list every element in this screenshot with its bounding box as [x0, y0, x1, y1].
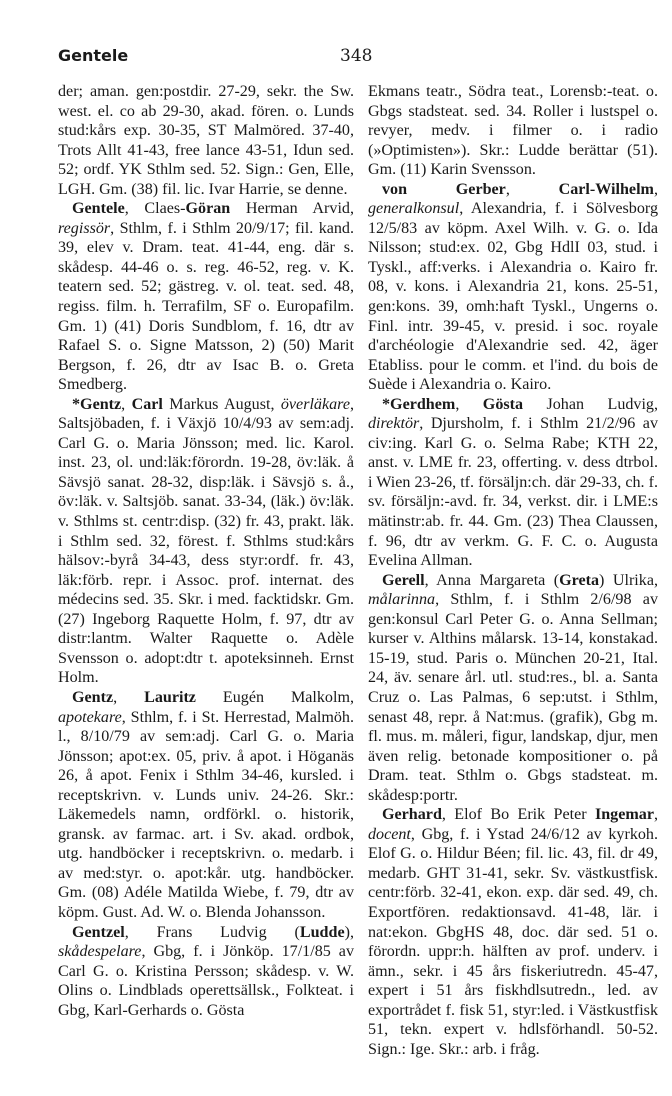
entry-profession: apotekare — [58, 708, 122, 726]
entry-call-name: Carl — [131, 395, 163, 413]
page-number: 348 — [340, 46, 373, 66]
entry-given-names: Eugén Malkolm, — [195, 688, 354, 706]
entry-text: , Gbg, f. i Jönköp. 17/1/85 av Carl G. o. Kristina Persson; skådesp. v. W. Olins o. Lindblads operettsällsk., Folkteat. i Gbg, Karl-Gerhards o. Gösta — [58, 943, 354, 1019]
entry-call-name: Göran — [185, 200, 231, 218]
entry-call-name: Lauritz — [144, 688, 196, 706]
entry-given-names: Markus August, — [162, 395, 281, 413]
entry-text: , Sthlm, f. i St. Herrestad, Malmöh. l., 8/10/79 av sem:adj. Carl G. o. Maria Jönsson; apot:ex. 05, priv. å apot. i Höganäs 26, å apot. Fenix i Sthlm 34-46, kursled. i receptskrivn. v. Lunds univ. 24-26. Skr.: Läkemedels namn, ordförkl. o. historik, gransk. av farmac. art. i Sv. akad. ordbok, utg. handböcker i receptskrivn. o. medarb. i av med:styr. o. apot:kår. utg. handböcker. Gm. (08) Adéle Matilda Wiebe, f. 79, dtr av köpm. Gust. Ad. W. o. Blenda Johansson. — [58, 708, 354, 921]
entry-given-names: Herman Arvid, — [230, 200, 354, 218]
entry-text: Ekmans teatr., Södra teat., Lorensb:-teat. o. Gbgs stadsteat. sed. 34. Roller i lustspel o. revyer, medv. i filmer o. i radio (»Optimisten»). Skr.: Ludde berättar (51). Gm. (11) Karin Svensson. — [368, 83, 658, 179]
entry-call-name: Carl-Wilhelm — [558, 180, 654, 198]
entry-text: der; aman. gen:postdir. 27-29, sekr. the Sw. west. el. co ab 29-30, akad. fören. o. Lunds stud:kårs exp. 30-35, ST Malmöred. 37-40, Trots Allt 41-43, free lance 43-51, Idun sed. 52; ordf. YK Sthlm sed. 52. Sign.: Gen, Elle, LGH. Gm. (38) fil. lic. Ivar Harrie, se denne. — [58, 83, 354, 198]
entry-gerell-greta — [368, 571, 658, 806]
entry-call-name: Gösta — [482, 395, 524, 413]
entry-gentele-claes-goran — [58, 199, 354, 394]
entry-text: , Sthlm, f. i Sthlm 2/6/98 av gen:konsul Carl Peter G. o. Anna Sellman; kurser v. Althins målarsk. 13-14, konstakad. 15-19, stud. Paris o. München 20-21, Ital. 24, äv. senare årl. utl. stud:res., bl. a. Santa Cruz o. Las Palmas, 6 sep:utst. i Sthlm, senast 48, repr. å Nat:mus. (grafik), Gbg m. fl. mus. m. måleri, figur, landskap, djur, men även relig. betonade kompositioner o. på Dram. teat. Sthlm o. Gbgs stadsteat. m. skådesp:portr. — [368, 591, 658, 804]
entry-surname: Gerell — [382, 571, 425, 589]
entry-surname: *Gerdhem — [382, 395, 456, 413]
entry-text: , Saltsjöbaden, f. i Växjö 10/4/93 av sem:adj. Carl G. o. Maria Jönsson; med. lic. Karol. inst. 23, ol. und:läk:förordn. 19-28, öv:läk. å Sävsjö sanat. 28-32, disp:läk. i Sävsjö s. å., öv:läk. v. Saltsjöb. sanat. 33-34, (läk.) öv:läk. v. Sthlms st. centr:disp. (32) fr. 43, prakt. läk. i Sthlm sed. 32, förest. f. Sthlms stud:kårs hälsov:-byrå 34-43, dess styr:ordf. fr. 43, läk:förb. repr. i Assoc. prof. internat. des médecins sed. 35. Skr. i med. facktidskr. Gm. (27) Ingeborg Raquette Holm, f. 97, dtr av distr:lantm. Walter Raquette o. Adèle Svensson o. adopt:dtr t. apoteksinneh. Ernst Holm. — [58, 395, 355, 687]
entry-profession: regissör — [58, 219, 111, 237]
entry-given-names: ), — [344, 923, 354, 941]
entry-text: , Sthlm, f. i Sthlm 20/9/17; fil. kand. 39, elev v. Dram. teat. 41-44, eng. där s. skådesp. 44-46 o. s. reg. 46-52, reg. v. K. teatern sed. 52; gästreg. v. ol. teat. sed. 48, regiss. film. h. Terrafilm, SF o. Europafilm. Gm. 1) (41) Doris Sundblom, f. 16, dtr av Rafael S. o. Signe Matsson, 2) (50) Marit Bergson, f. 26, dtr av Isac B. o. Greta Smedberg. — [58, 219, 354, 394]
entry-gerdhem-gosta — [368, 395, 658, 571]
entry-surname: Gentele — [72, 200, 125, 218]
entry-gentz-carl — [58, 395, 354, 688]
entry-continuation — [368, 82, 658, 180]
entry-text: , Djursholm, f. i Sthlm 21/2/96 av civ:ing. Karl G. o. Selma Rabe; KTH 22, anst. v. LME fr. 23, offerting. v. dess dtrbol. i Wien 23-26, tf. försäljn:ch. där 29-33, ch. f. sv. försäljn:-avd. fr. 34, verkst. dir. i LME:s mätinstr:ab. fr. 44. Gm. (23) Thea Claussen, f. 96, dtr av verkm. G. F. C. o. Augusta Evelina Allman. — [368, 415, 658, 570]
entry-given-names: , Elof Bo Erik Peter — [441, 806, 595, 824]
entry-profession: direktör — [368, 415, 420, 433]
entry-given-names: , — [653, 806, 658, 824]
entry-gentz-lauritz — [58, 688, 354, 923]
entry-surname: *Gentz — [72, 395, 122, 413]
entry-given-names: , — [121, 395, 132, 413]
entry-given-names: , — [653, 180, 658, 198]
entry-profession: generalkonsul — [368, 200, 460, 218]
entry-call-name: Ludde — [299, 923, 345, 941]
entry-profession: överläkare — [280, 395, 350, 413]
right-column — [368, 82, 658, 1059]
entry-call-name: Greta — [559, 571, 600, 589]
entry-given-names: , — [455, 395, 483, 413]
entry-surname: Gerhard — [382, 806, 442, 824]
entry-surname: Gentzel — [72, 923, 125, 941]
entry-continuation — [58, 82, 354, 199]
running-head — [58, 46, 644, 72]
entry-given-names: , Anna Margareta ( — [424, 571, 560, 589]
entry-given-names: , Claes- — [124, 200, 186, 218]
entry-given-names: , Frans Ludvig ( — [124, 923, 300, 941]
entry-given-names: Johan Ludvig, — [523, 395, 659, 413]
entry-text: , Gbg, f. i Ystad 24/6/12 av kyrkoh. Elof G. o. Hildur Béen; fil. lic. 43, fil. dr 49, medarb. GHT 31-41, sekr. Sv. västkustfisk. centr:förb. 32-41, ekon. exp. där sed. 49, ch. Exportfören. redaktionsavd. 41-48, lär. i nat:ekon. GbgHS 48, doc. där sed. 51 o. förordn. uppr:h. hälften av prof. underv. i ämn., sekr. i 45 års fiskeriutredn. 45-47, expert i 51 års fiskhdlsutredn., led. av exportrådet f. fisk 51, styr:led. i Västkustfisk 51, tekn. expert v. hdlsförhandl. 50-52. Sign.: Ige. Skr.: arb. i fråg. — [368, 825, 658, 1058]
entry-given-names: , — [113, 688, 145, 706]
entry-text: , Alexandria, f. i Sölvesborg 12/5/83 av köpm. Axel Wilh. v. G. o. Ida Nilsson; stud:ex. 02, Gbg HdlI 03, stud. i Tyskl., aff:verks. i Alexandria o. Kairo fr. 08, v. kons. i Alexandria 21, kons. 25-51, gen:kons. 39, omh:haft Tyskl., Ungerns o. Finl. intr. 39-45, v. presid. i soc. royale d'archéologie d'Alexandrie sed. 42, äger Etabliss. pour le comm. et l'ind. du bois de Suède i Alexandria o. Kairo. — [368, 200, 658, 394]
entry-profession: skådespelare — [58, 943, 142, 961]
entry-given-names: ) Ulrika, — [599, 571, 658, 589]
entry-surname: von Gerber — [382, 180, 506, 198]
entry-profession: målarinna — [368, 591, 436, 609]
running-head-word: Gentele — [58, 46, 129, 65]
entry-gentzel-ludde — [58, 923, 354, 1021]
entry-gerhard-ingemar — [368, 805, 658, 1059]
entry-given-names: , — [505, 180, 559, 198]
entry-call-name: Ingemar — [594, 806, 654, 824]
entry-von-gerber — [368, 180, 658, 395]
entry-profession: docent — [368, 825, 411, 843]
left-column — [58, 82, 354, 1020]
entry-surname: Gentz — [72, 688, 114, 706]
